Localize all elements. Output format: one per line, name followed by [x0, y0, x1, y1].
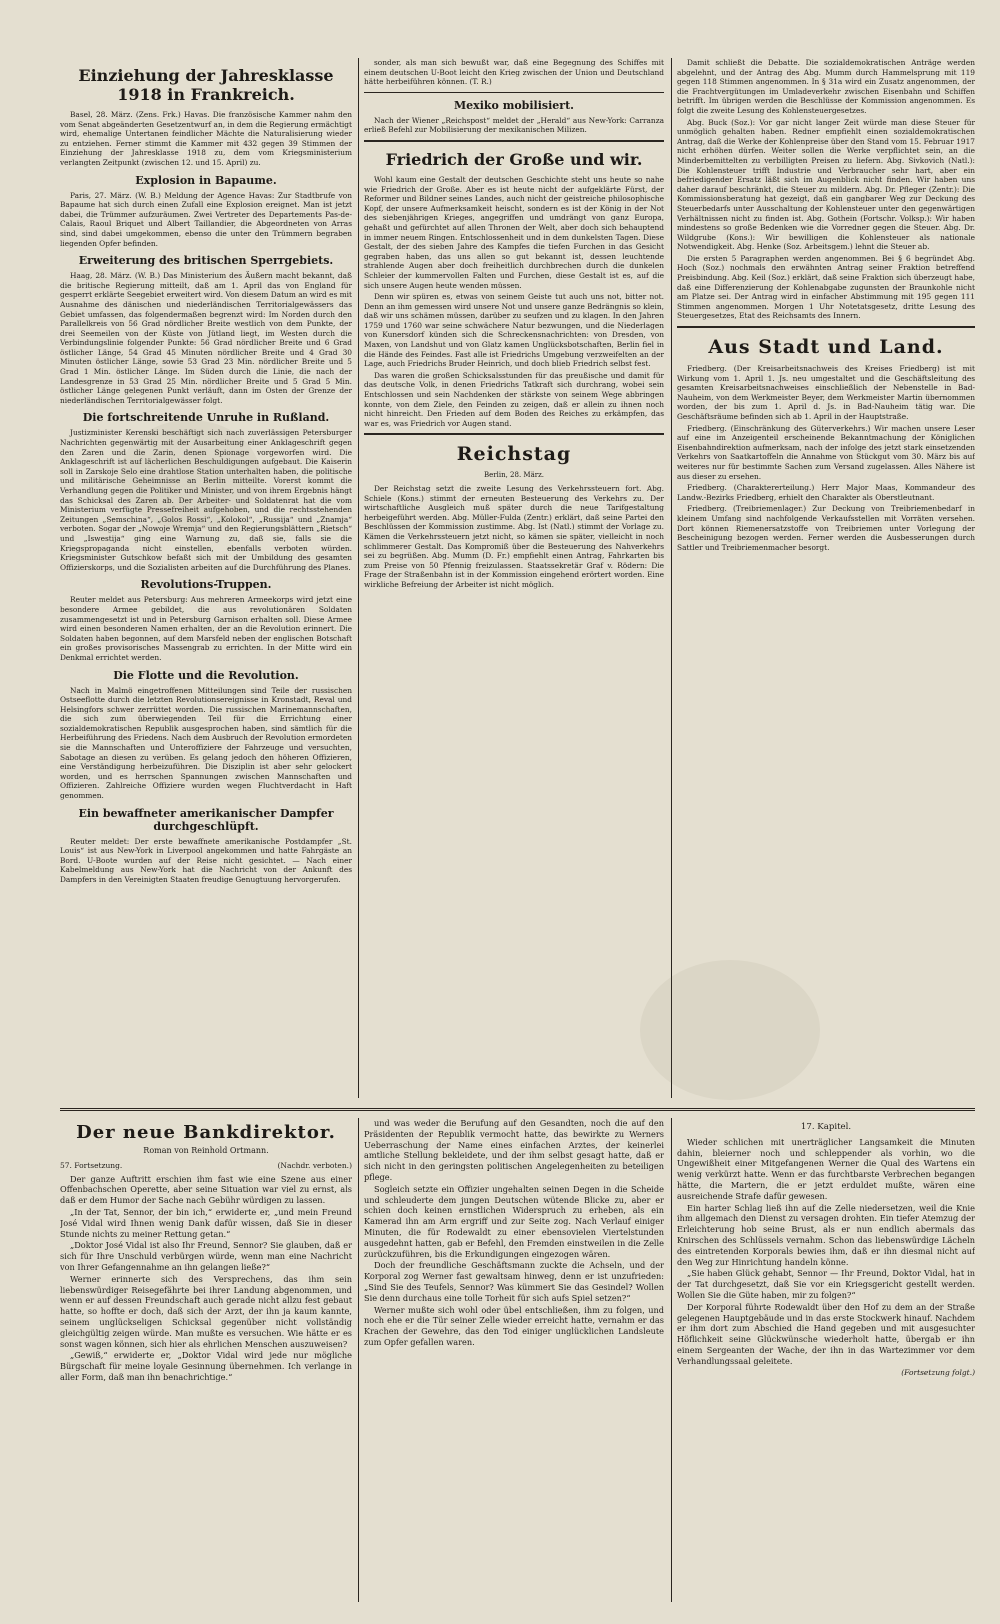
headline-stadt-und-land: Aus Stadt und Land. — [708, 336, 944, 359]
headline-flotte: Die Flotte und die Revolution. — [113, 668, 299, 682]
serial-paragraph: und was weder die Berufung auf den Gesandten, noch die auf den Präsidenten der Republik vermocht hatte, das bewirkte zu Werners Ueberraschung der Name eines einfachen Arztes, der keinerlei amtliche Stellung bekleidete, und der ihm selbst gesagt hatte, daß er sich nicht in den geringsten politischen Angelegenheiten zu beteiligen pflege. — [364, 1118, 664, 1182]
column-3 — [677, 58, 975, 1098]
serial-column-1 — [60, 1118, 352, 1602]
article-revolutions-truppen: Reuter meldet aus Petersburg: Aus mehreren Armeekorps wird jetzt eine besondere Armee gebildet, die aus revolutionären Soldaten zusammengesetzt ist und in Petersburg Garnison erhalten soll. Diese Armee wird einen besonderen Namen erhalten, der an die Revolution erinnert. Die Soldaten haben begonnen, auf dem Marsfeld neben der englischen Botschaft ein großes provisorisches Massengrab zu errichten. In der Mitte wird ein Denkmal errichtet werden. — [60, 595, 352, 662]
article-jahresklasse: Basel, 28. März. (Zens. Frk.) Havas. Die französische Kammer nahm den vom Senat abgeänderten Gesetzentwurf an, in dem die Regierung ermächtigt wird, ehemalige Untertanen feindlicher Mächte die Naturalisierung wieder zu entziehen. Ferner stimmt die Kammer mit 432 gegen 39 Stimmen der Einziehung der Jahresklasse 1918 zu, dem vom Kriegsministerium verlangten Zeitpunkt (zwischen 12. und 15. April) zu. — [60, 110, 352, 167]
local-news-3: Friedberg. (Charaktererteilung.) Herr Major Maas, Kommandeur des Landw.-Bezirks Friedberg, erhielt den Charakter als Oberstleutnant. — [677, 483, 975, 502]
article-reichstag: Der Reichstag setzt die zweite Lesung des Verkehrssteuern fort. Abg. Schiele (Kons.) stimmt der erneuten Besteuerung des Verkehrs zu. Der wirtschaftliche Ausgleich muß später durch die neue Tarifgestaltung herbeigeführt werden. Abg. Müller-Fulda (Zentr.) erklärt, daß seine Partei den Beschlüssen der Kommission zustimme. Abg. Ist (Natl.) stimmt der Vorlage zu. Kämen die Verkehrssteuern jetzt nicht, so kämen sie später, vielleicht in noch schlimmerer Gestalt. Das Kompromiß über die Besteuerung des Nahverkehrs sei zu begrüßen. Abg. Mumm (D. Fr.) empfiehlt einen Antrag, Fahrkarten bis zum Preise von 50 Pfennig freizulassen. Staatssekretär Graf v. Rödern: Die Frage der Straßenbahn ist in der Kommission eingehend erörtert worden. Eine wirkliche Befreiung der Arbeiter ist nicht möglich. — [364, 484, 664, 589]
article-verkehrssteuer-end: Damit schließt die Debatte. Die sozialdemokratischen Anträge werden abgelehnt, und der Antrag des Abg. Mumm durch Hammelsprung mit 119 gegen 118 Stimmen angenommen. In § 31a wird ein Zusatz angenommen, der die Frachtvergütungen im Umladeverkehr zwischen Eisenbahn und Schiffen betrifft. Im übrigen werden die Beschlüsse der Kommission angenommen. Es folgt die zweite Lesung des Kohlensteuergesetzes. — [677, 58, 975, 115]
local-news-4: Friedberg. (Treibriemenlager.) Zur Deckung von Treibriemenbedarf in kleinem Umfang sind nachfolgende Verkaufsstellen mit Vorräten versehen. Dort können Riemenersatzstoffe von Treibriemen unter Vorlegung der Bescheinigung bezogen werden. Ferner werden die Ausbesserungen durch Sattler und Treibriemenmacher besorgt. — [677, 504, 975, 552]
article-dampfer: Reuter meldet: Der erste bewaffnete amerikanische Postdampfer „St. Louis“ ist aus New-York in Liverpool angekommen und hatte Fahrgäste an Bord. U-Boote wurden auf der Reise nicht gesichtet. — Nach einer Kabelmeldung aus New-York hat die Nachricht von der Ankunft des Dampfers in den Vereinigten Staaten freudige Genugtuung hervorgerufen. — [60, 836, 352, 884]
local-news-1: Friedberg. (Der Kreisarbeitsnachweis des Kreises Friedberg) ist mit Wirkung vom 1. April 1. Js. neu umgestaltet und die Geschäftsleitung des gesamten Kreisarbeitsnachweises einschließlich der Nebenstelle in Bad-Nauheim, von dem Werkmeister Beyer, dem Werkmeister Martin übernommen worden, der bis zum 1. April d. Js. in Bad-Nauheim tätig war. Die Geschäftsräume befinden sich ab 1. April in der Hauptstraße. — [677, 364, 975, 421]
serial-column-3 — [677, 1118, 975, 1602]
serial-paragraph: Sogleich setzte ein Offizier ungehalten seinen Degen in die Scheide und schleuderte dem jungen Deutschen wütende Blicke zu, aber er schien doch keinen ernstlichen Widerspruch zu erheben, als ein Kamerad ihn am Arm ergriff und zur Seite zog. Nach Verlauf einiger Minuten, die für Rodewaldt zu einer ebensovielen Viertelstunden ausgedehnt hatten, gab er Befehl, den Fremden einstweilen in die Zelle zurückzuführen, bis die Erkundigungen eingezogen wären. — [364, 1183, 664, 1259]
serial-title: Der neue Bankdirektor. — [76, 1122, 336, 1143]
serial-column-2 — [364, 1118, 664, 1602]
article-unruhe-russland: Justizminister Kerenski beschäftigt sich nach zuverlässigen Petersburger Nachrichten gegenwärtig mit der Ausarbeitung einer Anklageschrift gegen den Zaren und die Zarin, denen Spionage vorgeworfen wird. Die Anklageschrift ist auf lächerlichen Beschuldigungen aufgebaut. Die Kaiserin soll in Zarskoje Selo eine drahtlose Station unterhalten haben, die politische und militärische Geheimnisse an Berlin mitteilte. Vorerst kommt die Verhandlung gegen die Politiker und Minister, und von ihrem Ergebnis hängt das Schicksal des Zaren ab. Der Arbeiter- und Soldatenrat hat die vom Ministerium verfügte Pressefreiheit aufgehoben, und die rechtsstehenden Zeitungen „Semschina“, „Golos Rossi“, „Kolokol“, „Russija“ und „Znamja“ verboten. Sogar der „Nowoje Wremja“ und den Regierungsblättern „Rietsch“ und „Iswestija“ ging eine Warnung zu, daß sie, falls sie die Kriegspropaganda nicht einstellen, ebenfalls verboten würden. Kriegsminister Gutschkow befaßt sich mit der Umbildung des gesamten Offizierskorps, und die Sozialisten arbeiten auf die Durchführung des Planes. — [60, 428, 352, 572]
serial-paragraph: Werner erinnerte sich des Versprechens, das ihm sein liebenswürdiger Reisegefährte bei ihrer Landung abgenommen, und wenn er auf dessen Freundschaft auch gerade nicht allzu fest gebaut hatte, so hoffte er doch, daß sich der Arzt, der ihn ja kaum kannte, seinem unglückseligen Schicksal gegenüber nicht vollständig gleichgültig zeigen würde. Man mußte es versuchen. Wie hätte er es sonst wagen können, sich hier als ehrlichen Menschen auszuweisen? — [60, 1273, 352, 1349]
headline-revolutions-truppen: Revolutions-Truppen. — [140, 578, 272, 592]
serial-meta — [60, 1161, 352, 1172]
serial-paragraph: Ein harter Schlag ließ ihn auf die Zelle niedersetzen, weil die Knie ihm allgemach den Dienst zu versagen drohten. Ein tiefer Atemzug der Erleichterung hob seine Brust, als er nun endlich abermals das Knirschen des Schlüssels vernahm. Schon das liebenswürdige Lächeln des eintretenden Korporals bewies ihm, daß er ihn diesmal nicht auf den Weg zur Hinrichtung handeln könne. — [677, 1202, 975, 1267]
local-news-2: Friedberg. (Einschränkung des Güterverkehrs.) Wir machen unsere Leser auf eine im Anzeigenteil erscheinende Bekanntmachung der Königlichen Eisenbahndirektion aufmerksam, nach der infolge des jetzt stark einsetzenden Verkehrs von Saatkartoffeln die Annahme von Stückgut vom 30. März bis auf weiteres nur für bestimmte Sachen zum Versand zugelassen. Alles Nähere ist aus dieser zu ersehen. — [677, 423, 975, 481]
separator — [677, 326, 975, 328]
serial-paragraph: „In der Tat, Sennor, der bin ich,“ erwiderte er, „und mein Freund José Vidal wird Ihnen wenig Dank dafür wissen, daß Sie in dieser Stunde nichts zu meiner Rettung getan.“ — [60, 1206, 352, 1239]
separator — [364, 433, 664, 435]
serial-paragraph: Der Korporal führte Rodewaldt über den Hof zu dem an der Straße gelegenen Hauptgebäude und in das erste Stockwerk hinauf. Nachdem er ihm dort zum Abschied die Hand gegeben und mit ausgesuchter Höflichkeit seine Glückwünsche wiederholt hatte, übergab er ihn einem Sergeanten der Wache, der ihn in das Wartezimmer vor dem Verhandlungssaal geleitete. — [677, 1301, 975, 1366]
article-friedrich-p2: Denn wir spüren es, etwas von seinem Geiste tut auch uns not, bitter not. Denn an ihm gemessen wird unsere Not und unsere ganze Bedrängnis so klein, daß wir uns schämen müssen, darüber zu seufzen und zu klagen. In den Jahren 1759 und 1760 war seine schwächere Natur bezwungen, und die Niederlagen von Kunersdorf künden sich die Schreckensnachrichten: von Dresden, von Maxen, von Landshut und von Glatz kamen Unglücksbotschaften, Berlin fiel in die Hände des Feindes. Fast alle ist Friedrichs Umgebung verzweifelten an der Lage, auch Friedrichs Bruder Heinrich, und doch blieb Friedrich selbst fest. — [364, 292, 664, 369]
column-1 — [60, 58, 352, 1098]
serial-paragraph: Doch der freundliche Geschäftsmann zuckte die Achseln, und der Korporal zog Werner fast gewaltsam hinweg, denn er ist unzufrieden: „Sind Sie des Teufels, Sennor? Was kümmert Sie das Gesindel? Wollen Sie denn durchaus eine tolle Torheit für sich aufs Spiel setzen?“ — [364, 1260, 664, 1303]
serial-paragraph: „Sie haben Glück gehabt, Sennor — Ihr Freund, Doktor Vidal, hat in der Tat durchgesetzt, daß Sie vor ein Kriegsgericht gestellt werden. Wollen Sie die Güte haben, mir zu folgen?“ — [677, 1268, 975, 1300]
article-abstimmung: Die ersten 5 Paragraphen werden angenommen. Bei § 6 begründet Abg. Hoch (Soz.) nochmals den erwähnten Antrag seiner Fraktion betreffend Preisbindung. Abg. Keil (Soz.) erklärt, daß seine Fraktion sich überzeugt habe, daß eine Differenzierung der Kohlenabgabe zugunsten der Braunkohle nicht am Platze sei. Der Antrag wird in einfacher Abstimmung mit 195 gegen 111 Stimmen angenommen. Morgen 1 Uhr Notetatsgesetz, dritte Lesung des Steuergesetzes, Etat des Reichsamts des Innern. — [677, 253, 975, 321]
article-friedrich-p3: Das waren die großen Schicksalsstunden für das preußische und damit für das deutsche Volk, in denen Friedrichs Tatkraft sich durchrang, wobei sein Entschlossen und sein Nachdenken der stärkste von seinem Wege abbringen konnte, von dem Ziele, den Feinden zu zeigen, daß er allein zu ihnen noch nicht hinreicht. Den Frieden auf dem Boden des Reiches zu erkämpfen, das war es, was Friedrich vor Augen stand. — [364, 370, 664, 428]
headline-explosion: Explosion in Bapaume. — [135, 173, 277, 187]
article-explosion: Paris, 27. März. (W. B.) Meldung der Agence Havas: Zur Stadtbrufe von Bapaume hat sich durch einen Zufall eine Explosion ereignet. Man ist jetzt dabei, die Trümmer aufzuräumen. Zwei Vertreter des Departements Pas-de-Calais, Raoul Briquet und Albert Taillandier, die Abgeordneten von Arras sind, sind dabei umgekommen, ebenso die unter den Trümmern begraben liegenden Opfer befinden. — [60, 190, 352, 248]
to-be-continued: (Fortsetzung folgt.) — [901, 1367, 975, 1377]
article-friedrich-p1: Wohl kaum eine Gestalt der deutschen Geschichte steht uns heute so nahe wie Friedrich der Große. Aber es ist heute nicht der aufgeklärte Fürst, der Reformer und Bildner seines Landes, auch nicht der geistreiche philosophische Kopf, der unsere Aufmerksamkeit heischt, sondern es ist der König in der Not des siebenjährigen Krieges, angegriffen und umdrängt von ganz Europa, gehaßt und gefürchtet auf allen Thronen der Welt, aber doch sich behauptend in immer neuem Ringen. Entschlossenheit und in dem dunkelsten Tagen. Diese Gestalt, der des sieben Jahre des Kampfes die tiefen Furchen in das Gesicht gegraben haben, das uns allen so gut bekannt ist, dessen leuchtende strahlende Augen aber doch freiheitlich durchbrechen durch die dunkelen Schleier der kummervollen Falten und Furchen, diese Gestalt ist es, auf die sich unsere Augen heute wenden müssen. — [364, 174, 664, 290]
separator — [364, 92, 664, 93]
article-mexiko: Nach der Wiener „Reichspost“ meldet der „Herald“ aus New-York: Carranza erließ Befehl zur Mobilisierung der mexikanischen Milizen. — [364, 115, 664, 135]
dateline-reichstag: Berlin, 28. März. — [483, 471, 545, 480]
column-rule-1 — [358, 58, 359, 1098]
serial-paragraph: Wieder schlichen mit unerträglicher Langsamkeit die Minuten dahin, bleierner noch und schleppender als vorhin, wo die Ungewißheit einer Mitgefangenen Werner die Qual des Wartens ein wenig verkürzt hatte. Wenn er das furchtbarste Verbrechen begangen hätte, die Martern, die er jetzt erduldet mußte, wären eine ausreichende Strafe dafür gewesen. — [677, 1136, 975, 1201]
article-kohlensteuer: Abg. Buck (Soz.): Vor gar nicht langer Zeit würde man diese Steuer für unmöglich gehalten haben. Redner empfiehlt einen sozialdemokratischen Antrag, daß die Werke der Kohlenpreise über den Stand vom 15. Februar 1917 nicht erhöhen dürfen. Weiter sollen die Werke verpflichtet sein, an die Minderbemittelten zu verbilligten Preisen zu liefern. Abg. Sivkovich (Natl.): Die Kohlensteuer trifft Industrie und Verbraucher sehr hart, aber ein befriedigender Ersatz läßt sich im Augenblick nicht finden. Wir haben uns daher darauf beschränkt, die Steuer zu mildern. Abg. Dr. Pfleger (Zentr.): Die Kommissionsberatung hat gezeigt, daß ein gangbarer Weg zur Deckung des Steuerbedarfs unter Ausschaltung der Kohlensteuer unter den gegenwärtigen Verhältnissen nicht zu finden ist. Abg. Gothein (Fortschr. Volksp.): Wir haben mindestens so große Bedenken wie die Vorredner gegen die Steuer. Abg. Dr. Wildgrube (Kons.): Wir bewilligen die Kohlensteuer als nationale Notwendigkeit. Abg. Henke (Soz. Arbeitsgem.) lehnt die Steuer ab. — [677, 117, 975, 252]
serial-byline: Roman von Reinhold Ortmann. — [143, 1146, 269, 1155]
serial-paragraph: Der ganze Auftritt erschien ihm fast wie eine Szene aus einer Offenbachschen Operette, aber seine Situation war viel zu ernst, als daß er dem Humor der Sache nach Gebühr würdigen zu lassen. — [60, 1173, 352, 1206]
headline-reichstag: Reichstag — [456, 443, 572, 466]
headline-friedrich: Friedrich der Große und wir. — [385, 149, 643, 169]
headline-sperrgebiet: Erweiterung des britischen Sperrgebiets. — [78, 254, 334, 268]
column-2 — [364, 58, 664, 1098]
serial-paragraph: „Gewiß,“ erwiderte er, „Doktor Vidal wird jede nur mögliche Bürgschaft für meine loyale Gesinnung übernehmen. Ich verlange in aller Form, daß man ihn benachrichtige.“ — [60, 1350, 352, 1382]
chapter-heading: 17. Kapitel. — [800, 1122, 852, 1132]
serial-rule-2 — [671, 1118, 672, 1602]
article-sperrgebiet: Haag, 28. März. (W. B.) Das Ministerium des Äußern macht bekannt, daß die britische Regierung mitteilt, daß am 1. April das von England für gesperrt erklärte Seegebiet erweitert wird. Von diesem Datum an wird es mit Ausnahme des dänischen und niederländischen Territorialgewässers das Gebiet umfassen, das folgendermaßen begrenzt wird: Im Norden durch den Parallelkreis von 56 Grad nördlicher Breite westlich von dem Punkte, der drei Seemeilen von der Küste von Jütland liegt, im Westen durch die Verbindungslinie folgender Punkte: 56 Grad nördlicher Breite und 6 Grad östlicher Länge, 54 Grad 45 Minuten nördlicher Breite und 4 Grad 30 Minuten östlicher Länge, sowie 53 Grad 23 Min. nördlicher Breite und 5 Grad 1 Min. östlicher Länge. Im Süden durch die Linie, die nach der Landesgrenze in 53 Grad 25 Min. nördlicher Breite und 5 Grad 5 Min. östlicher Länge gelegenen Punkt verläuft, dann im Osten der Grenze der niederländischen Territorialgewässer folgt. — [60, 271, 352, 405]
separator — [364, 140, 664, 142]
serial-paragraph: Werner mußte sich wohl oder übel entschließen, ihm zu folgen, und noch ehe er die Tür seiner Zelle wieder erreicht hatte, vernahm er das Krachen der Gewehre, das den Tod einiger unglücklichen Landsleute zum Opfer gefallen waren. — [364, 1304, 664, 1347]
headline-mexiko: Mexiko mobilisiert. — [454, 98, 574, 112]
article-continuation: sonder, als man sich bewußt war, daß eine Begegnung des Schiffes mit einem deutschen U-Boot leicht den Krieg zwischen der Union und Deutschland hätte herbeiführen können. (T. R.) — [364, 58, 664, 87]
article-flotte: Nach in Malmö eingetroffenen Mitteilungen sind Teile der russischen Ostseeflotte durch die letzten Revolutionsereignisse in Kronstadt, Reval und Helsingfors schwer zerrüttet worden. Die russischen Marinemannschaften, die sich zum überwiegenden Teil für die Errichtung einer sozialdemokratischen Republik ausgesprochen haben, sind sämtlich für die Herbeiführung des Friedens. Nach dem Ausbruch der Revolution ermordeten sie die Mannschaften und Unteroffiziere der Fahrzeuge und versuchten, Sabotage an diesen zu verüben. Es gelang jedoch den höheren Offizieren, eine Verständigung herbeizuführen. Die Disziplin ist aber sehr gelockert worden, und es herrschen Spannungen zwischen Mannschaften und Offizieren. Zahlreiche Offiziere wurden wegen Fluchtverdacht in Haft genommen. — [60, 685, 352, 801]
serial-continuation: 57. Fortsetzung. — [60, 1160, 123, 1170]
serial-reprint-note: (Nachdr. verboten.) — [277, 1160, 352, 1170]
serial-rule-1 — [358, 1118, 359, 1602]
headline-jahresklasse: Einziehung der Jahresklasse 1918 in Frankreich. — [78, 66, 334, 104]
column-rule-2 — [671, 58, 672, 1098]
headline-unruhe-russland: Die fortschreitende Unruhe in Rußland. — [82, 411, 330, 425]
headline-dampfer: Ein bewaffneter amerikanischer Dampfer durchgeschlüpft. — [78, 806, 334, 833]
serial-paragraph: „Doktor José Vidal ist also Ihr Freund, Sennor? Sie glauben, daß er sich für Ihre Unschuld verbürgen würde, wenn man eine Nachricht von Ihrer Gefangennahme an ihn gelangen ließe?“ — [60, 1240, 352, 1272]
feuilleton-rule — [60, 1108, 975, 1111]
